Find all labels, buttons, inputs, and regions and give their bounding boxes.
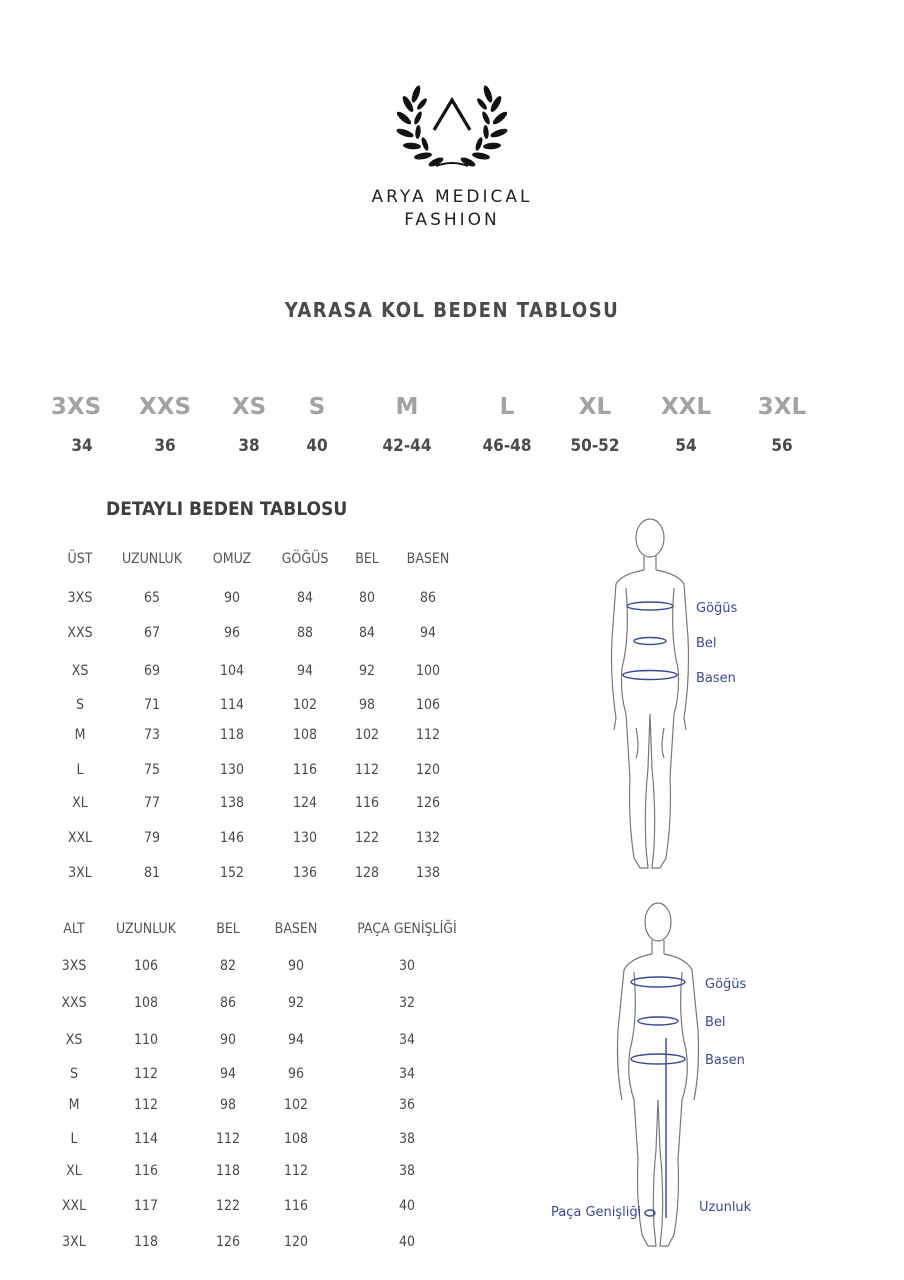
row-size-label: 3XL (68, 865, 92, 881)
table-cell: 106 (415, 697, 441, 713)
table-header-cell: BEL (216, 921, 240, 937)
row-size-label: M (74, 727, 86, 743)
size-letter: XXS (138, 394, 192, 420)
table-cell: 94 (219, 1066, 237, 1082)
table-cell: 71 (143, 697, 161, 713)
table-cell: 112 (415, 727, 441, 743)
table-cell: 84 (296, 590, 314, 606)
row-size-label: XL (66, 1163, 82, 1179)
table-cell: 36 (398, 1097, 416, 1113)
table-header-cell: BEL (355, 551, 379, 567)
table-header-cell: BASEN (406, 551, 450, 567)
size-letter: 3XS (50, 394, 102, 420)
table-cell: 77 (143, 795, 161, 811)
table-cell: 75 (143, 762, 161, 778)
table-cell: 138 (415, 865, 441, 881)
table-cell: 38 (398, 1131, 416, 1147)
figure-bottom-hem-label: Paça Genişliği (551, 1205, 642, 1220)
table-cell: 98 (219, 1097, 237, 1113)
size-letter: L (499, 394, 515, 420)
table-cell: 116 (283, 1198, 309, 1214)
table-cell: 94 (287, 1032, 305, 1048)
table-cell: 112 (133, 1066, 159, 1082)
table-cell: 80 (358, 590, 376, 606)
table-cell: 126 (415, 795, 441, 811)
row-size-label: L (70, 1131, 78, 1147)
figure-bottom-chest-label: Göğüs (705, 977, 747, 992)
table-header-cell: UZUNLUK (115, 921, 177, 937)
table-cell: 110 (133, 1032, 159, 1048)
page-title: YARASA KOL BEDEN TABLOSU (284, 298, 620, 322)
table-cell: 96 (287, 1066, 305, 1082)
table-cell: 90 (219, 1032, 237, 1048)
size-letter: S (308, 394, 326, 420)
table-cell: 81 (143, 865, 161, 881)
table-cell: 118 (219, 727, 245, 743)
row-size-label: XXL (67, 830, 93, 846)
table-header-cell: GÖĞÜS (281, 551, 329, 567)
table-cell: 132 (415, 830, 441, 846)
table-cell: 90 (223, 590, 241, 606)
size-letter: XL (578, 394, 612, 420)
size-letter: XXL (660, 394, 712, 420)
table-cell: 65 (143, 590, 161, 606)
table-cell: 130 (219, 762, 245, 778)
table-cell: 152 (219, 865, 245, 881)
table-header-cell: UZUNLUK (121, 551, 183, 567)
table-cell: 146 (219, 830, 245, 846)
table-cell: 120 (283, 1234, 309, 1250)
table-cell: 114 (133, 1131, 159, 1147)
detail-title: DETAYLI BEDEN TABLOSU (106, 498, 348, 520)
table-cell: 92 (287, 995, 305, 1011)
table-cell: 122 (215, 1198, 241, 1214)
brand-line-2: FASHION (404, 210, 500, 230)
table-cell: 94 (296, 663, 314, 679)
row-size-label: 3XL (62, 1234, 86, 1250)
table-cell: 130 (292, 830, 318, 846)
lower-body-figure (608, 900, 718, 1250)
table-cell: 67 (143, 625, 161, 641)
table-cell: 126 (215, 1234, 241, 1250)
table-cell: 138 (219, 795, 245, 811)
table-cell: 120 (415, 762, 441, 778)
size-number: 50-52 (570, 436, 620, 456)
table-cell: 116 (354, 795, 380, 811)
row-size-label: 3XS (61, 958, 87, 974)
row-size-label: XS (71, 663, 89, 679)
size-number: 46-48 (482, 436, 532, 456)
size-letter: XS (231, 394, 267, 420)
table-cell: 84 (358, 625, 376, 641)
figure-top-waist-label: Bel (696, 636, 717, 651)
table-cell: 102 (292, 697, 318, 713)
size-number: 42-44 (382, 436, 432, 456)
upper-body-figure (600, 518, 710, 874)
table-cell: 73 (143, 727, 161, 743)
table-cell: 86 (219, 995, 237, 1011)
table-cell: 88 (296, 625, 314, 641)
table-cell: 118 (133, 1234, 159, 1250)
table-cell: 96 (223, 625, 241, 641)
table-cell: 90 (287, 958, 305, 974)
table-cell: 108 (133, 995, 159, 1011)
table-cell: 106 (133, 958, 159, 974)
table-cell: 34 (398, 1032, 416, 1048)
table-cell: 108 (283, 1131, 309, 1147)
table-cell: 102 (354, 727, 380, 743)
table-cell: 108 (292, 727, 318, 743)
table-header-cell: OMUZ (212, 551, 252, 567)
size-number: 34 (71, 436, 93, 456)
table-cell: 136 (292, 865, 318, 881)
size-number: 36 (154, 436, 176, 456)
brand-line-1: ARYA MEDICAL (371, 187, 533, 207)
table-cell: 98 (358, 697, 376, 713)
table-cell: 69 (143, 663, 161, 679)
table-cell: 116 (133, 1163, 159, 1179)
table-cell: 104 (219, 663, 245, 679)
figure-bottom-waist-label: Bel (705, 1015, 726, 1030)
row-size-label: XXS (67, 625, 93, 641)
table-header-cell: ALT (63, 921, 85, 937)
size-letter: 3XL (757, 394, 807, 420)
size-number: 40 (306, 436, 328, 456)
table-cell: 116 (292, 762, 318, 778)
figure-bottom-hip-label: Basen (705, 1053, 745, 1068)
table-cell: 124 (292, 795, 318, 811)
table-cell: 128 (354, 865, 380, 881)
row-size-label: S (70, 1066, 78, 1082)
table-cell: 100 (415, 663, 441, 679)
figure-top-hip-label: Basen (696, 671, 736, 686)
row-size-label: M (68, 1097, 80, 1113)
table-cell: 118 (215, 1163, 241, 1179)
size-letter: M (395, 394, 419, 420)
table-cell: 32 (398, 995, 416, 1011)
row-size-label: XXL (61, 1198, 87, 1214)
row-size-label: S (76, 697, 84, 713)
table-cell: 114 (219, 697, 245, 713)
table-cell: 82 (219, 958, 237, 974)
table-cell: 30 (398, 958, 416, 974)
row-size-label: XXS (61, 995, 87, 1011)
table-cell: 92 (358, 663, 376, 679)
laurel-logo (396, 82, 508, 174)
row-size-label: 3XS (67, 590, 93, 606)
table-cell: 122 (354, 830, 380, 846)
table-cell: 38 (398, 1163, 416, 1179)
table-cell: 79 (143, 830, 161, 846)
table-cell: 112 (215, 1131, 241, 1147)
row-size-label: XS (65, 1032, 83, 1048)
table-cell: 117 (133, 1198, 159, 1214)
table-header-cell: BASEN (274, 921, 318, 937)
table-cell: 86 (419, 590, 437, 606)
table-cell: 102 (283, 1097, 309, 1113)
size-number: 54 (675, 436, 697, 456)
row-size-label: L (76, 762, 84, 778)
table-cell: 112 (354, 762, 380, 778)
row-size-label: XL (72, 795, 88, 811)
table-cell: 40 (398, 1234, 416, 1250)
table-cell: 40 (398, 1198, 416, 1214)
table-header-cell: ÜST (67, 551, 93, 567)
table-cell: 34 (398, 1066, 416, 1082)
table-cell: 112 (283, 1163, 309, 1179)
table-cell: 112 (133, 1097, 159, 1113)
size-number: 56 (771, 436, 793, 456)
figure-bottom-length-label: Uzunluk (699, 1200, 752, 1215)
table-cell: 94 (419, 625, 437, 641)
table-header-cell: PAÇA GENİŞLİĞİ (357, 921, 457, 937)
size-number: 38 (238, 436, 260, 456)
figure-top-chest-label: Göğüs (696, 601, 738, 616)
